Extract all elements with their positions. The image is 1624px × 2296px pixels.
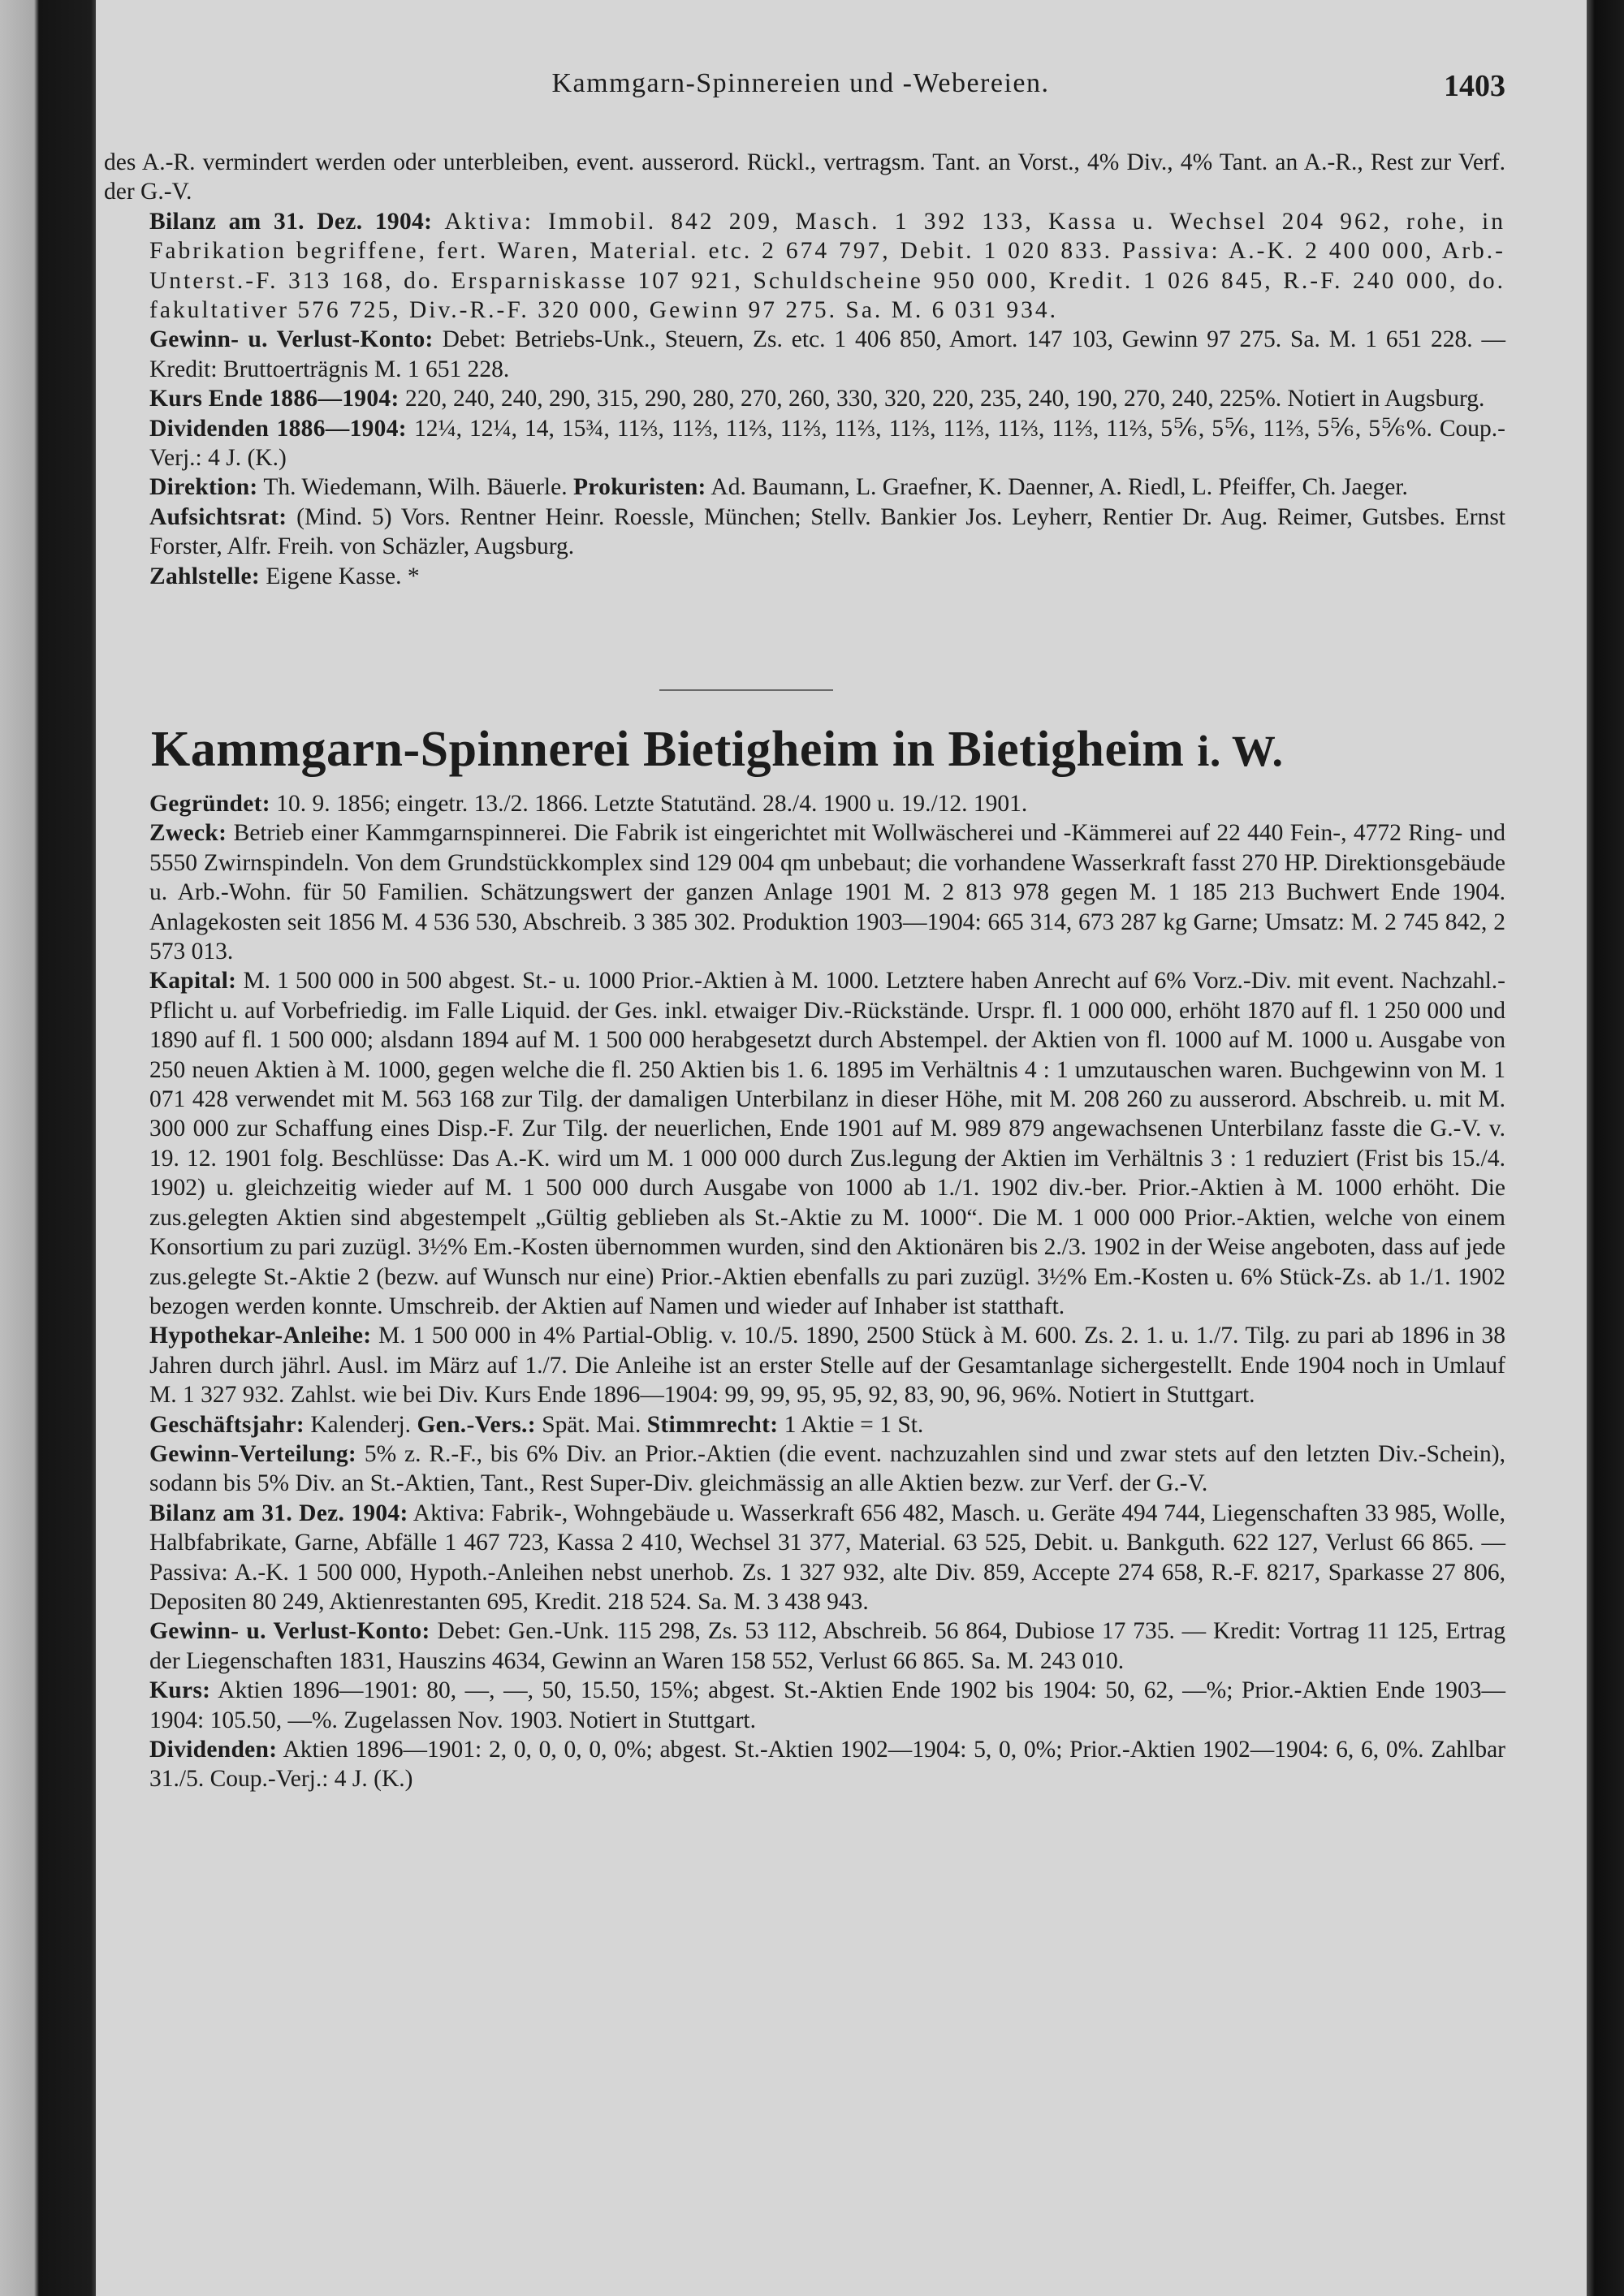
text-bilanz: Aktiva: Immobil. 842 209, Masch. 1 392 133, Kassa u. Wechsel 204 962, rohe, in Fabrikation begriffene, fert. Waren, Material. etc. 2 674 797, Debit. 1 020 833. Passiva: A.-K. 2 400 000, Arb.-Unterst.-F. 313 168, do. Ersparniskasse 107 921, Schuldscheine 950 000, Kredit. 1 026 845, R.-F. 240 000, do. fakultativer 576 725, Div.-R.-F. 320 000, Gewinn 97 275. Sa. M. 6 031 934. xyxy=(149,208,1505,324)
text-stimmrecht: 1 Aktie = 1 St. xyxy=(784,1411,924,1438)
paragraph-geschaeftsjahr xyxy=(104,1410,1505,1439)
paragraph-dividenden xyxy=(104,414,1505,473)
label-dividenden: Dividenden 1886—1904: xyxy=(149,415,407,442)
label-gen-vers: Gen.-Vers.: xyxy=(417,1411,536,1438)
label-gewinn-verteilung: Gewinn-Verteilung: xyxy=(149,1440,357,1467)
label-kurs: Kurs Ende 1886—1904: xyxy=(149,386,400,412)
label-bilanz: Bilanz am 31. Dez. 1904: xyxy=(149,1500,408,1526)
text-gegruendet: 10. 9. 1856; eingetr. 13./2. 1866. Letzte Statutänd. 28./4. 1900 u. 19./12. 1901. xyxy=(276,791,1028,817)
text-zweck: Betrieb einer Kammgarnspinnerei. Die Fabrik ist eingerichtet mit Wollwäscherei und -Kämmerei auf 22 440 Fein-, 4772 Ring- und 5550 Zwirnspindeln. Von dem Grundstückkomplex sind 129 004 qm unbebaut; die vorhandene Wasserkraft fasst 270 HP. Direktionsgebäude u. Arb.-Wohn. für 50 Familien. Schätzungswert der ganzen Anlage 1901 M. 2 813 978 gegen M. 1 185 213 Buchwert Ende 1904. Anlagekosten seit 1856 M. 4 536 530, Abschreib. 3 385 302. Produktion 1903—1904: 665 314, 673 287 kg Garne; Umsatz: M. 2 745 842, 2 573 013. xyxy=(149,820,1506,965)
text-prokuristen: Ad. Baumann, L. Graefner, K. Daenner, A. Riedl, L. Pfeiffer, Ch. Jaeger. xyxy=(710,474,1408,501)
label-dividenden: Dividenden: xyxy=(149,1737,278,1763)
label-kurs: Kurs: xyxy=(149,1677,211,1704)
paragraph-gewinn-verlust xyxy=(104,1616,1505,1676)
label-geschaeftsjahr: Geschäftsjahr: xyxy=(149,1411,304,1438)
paragraph-kurs xyxy=(104,1676,1505,1735)
company-name: Kammgarn-Spinnerei Bietigheim in Bietigheim xyxy=(151,722,1185,777)
text-gewinn-verteilung: 5% z. R.-F., bis 6% Div. an Prior.-Aktien (die event. nachzuzahlen sind und zwar stets auf den letzten Div.-Schein), sodann bis 5% Div. an St.-Aktien, Tant., Rest Super-Div. gleichmässig an alle Aktien bezw. zur Verf. der G.-V. xyxy=(149,1440,1506,1497)
label-stimmrecht: Stimmrecht: xyxy=(646,1411,779,1438)
paragraph-gewinn-verteilung xyxy=(104,1439,1505,1499)
label-hypothekar-anleihe: Hypothekar-Anleihe: xyxy=(149,1323,372,1349)
paragraph-gewinn-verlust xyxy=(104,325,1505,384)
label-zahlstelle: Zahlstelle: xyxy=(149,563,261,589)
paragraph-zweck xyxy=(104,818,1505,966)
paragraph-aufsichtsrat xyxy=(104,503,1505,562)
text-dividenden: Aktien 1896—1901: 2, 0, 0, 0, 0, 0%; abgest. St.-Aktien 1902—1904: 5, 0, 0%; Prior.-Aktien 1902—1904: 6, 6, 0%. Zahlbar 31./5. Coup.-Verj.: 4 J. (K.) xyxy=(149,1737,1505,1793)
paragraph-zahlstelle xyxy=(104,562,1505,591)
label-prokuristen: Prokuristen: xyxy=(572,474,706,501)
page-number: 1403 xyxy=(1444,69,1505,103)
text-kurs: 220, 240, 240, 290, 315, 290, 280, 270, 260, 330, 320, 220, 235, 240, 190, 270, 240, 225%. Notiert in Augsburg. xyxy=(404,386,1485,412)
paragraph-hypothekar-anleihe xyxy=(104,1321,1505,1409)
lead-text: des A.-R. vermindert werden oder unterbleiben, event. ausserord. Rückl., vertragsm. Tant. an Vorst., 4% Div., 4% Tant. an A.-R., Rest zur Verf. der G.-V. xyxy=(104,149,1505,205)
company-title-suffix: i. W. xyxy=(1197,727,1284,775)
previous-entry-continuation xyxy=(104,148,1505,591)
label-gewinn-verlust: Gewinn- u. Verlust-Konto: xyxy=(149,326,434,353)
text-kapital: M. 1 500 000 in 500 abgest. St.- u. 1000 Prior.-Aktien à M. 1000. Letztere haben Anrecht auf 6% Vorz.-Div. mit event. Nachzahl.-Pflicht u. auf Vorbefriedig. im Falle Liquid. der Ges. inkl. etwaiger Div.-Rückstände. Urspr. fl. 1 000 000, erhöht 1870 auf fl. 1 250 000 und 1890 auf fl. 1 500 000; alsdann 1894 auf M. 1 500 000 herabgesetzt durch Abstempel. der Aktien von fl. 1000 auf M. 1000 u. Ausgabe von 250 neuen Aktien à M. 1000, gegen welche die fl. 250 Aktien bis 1. 6. 1895 im Verhältnis 4 : 1 umzutauschen waren. Buchgewinn von M. 1 071 428 verwendet mit M. 563 168 zur Tilg. der damaligen Unterbilanz in dieser Höhe, mit M. 208 260 zu ausserord. Abschreib. u. mit M. 300 000 zur Schaffung eines Disp.-F. Zur Tilg. der neuerlichen, Ende 1901 auf M. 989 879 angewachsenen Unterbilanz fasste die G.-V. v. 19. 12. 1901 folg. Beschlüsse: Das A.-K. wird um M. 1 000 000 durch Zus.legung der Aktien im Verhältnis 3 : 1 reduziert (Frist bis 15./4. 1902) u. gleichzeitig wieder auf M. 1 500 000 durch Ausgabe von 1000 ab 1./1. 1902 div.-ber. Prior.-Aktien à M. 1000 erhöht. Die zus.gelegten Aktien sind abgestempelt „Gültig geblieben als St.-Aktie zu M. 1000“. Die M. 1 000 000 Prior.-Aktien, welche von einem Konsortium zu pari zuzügl. 3½% Em.-Kosten übernommen wurden, sind den Aktionären bis 2./3. 1902 in der Weise angeboten, dass auf jede zus.gelegte St.-Aktie 2 (bezw. auf Wunsch nur eine) Prior.-Aktien ebenfalls zu pari zuzügl. 3½% Em.-Kosten u. 6% Stück-Zs. ab 1./1. 1902 bezogen werden konnte. Umschreib. der Aktien auf Namen und wieder auf Inhaber ist statthaft. xyxy=(149,968,1506,1319)
paragraph-bilanz xyxy=(104,207,1505,326)
paragraph-dividenden xyxy=(104,1735,1505,1794)
paragraph-kurs xyxy=(104,384,1505,413)
company-entry xyxy=(104,789,1505,1794)
label-kapital: Kapital: xyxy=(149,968,237,995)
company-title xyxy=(151,721,1531,779)
label-gegruendet: Gegründet: xyxy=(149,791,270,817)
label-gewinn-verlust: Gewinn- u. Verlust-Konto: xyxy=(149,1618,430,1645)
book-page xyxy=(96,0,1587,2296)
paragraph-direktion xyxy=(104,473,1505,502)
book-binding-left xyxy=(0,0,96,2296)
text-geschaeftsjahr: Kalenderj. xyxy=(310,1411,412,1438)
section-divider xyxy=(659,689,833,691)
text-hypothekar-anleihe: M. 1 500 000 in 4% Partial-Oblig. v. 10./5. 1890, 2500 Stück à M. 600. Zs. 2. 1. u. 1./7. Tilg. zu pari ab 1896 in 38 Jahren durch jährl. Ausl. im März auf 1./7. Die Anleihe ist an erster Stelle auf der Gesamtanlage sichergestellt. Ende 1904 noch in Umlauf M. 1 327 932. Zahlst. wie bei Div. Kurs Ende 1896—1904: 99, 99, 95, 95, 92, 83, 90, 96, 96%. Notiert in Stuttgart. xyxy=(149,1323,1505,1409)
label-aufsichtsrat: Aufsichtsrat: xyxy=(149,503,287,530)
running-head xyxy=(96,68,1505,107)
text-kurs: Aktien 1896—1901: 80, —, —, 50, 15.50, 15%; abgest. St.-Aktien Ende 1902 bis 1904: 50, 62, —%; Prior.-Aktien Ende 1903—1904: 105.50, —%. Zugelassen Nov. 1903. Notiert in Stuttgart. xyxy=(149,1677,1505,1733)
text-gewinn-verlust: Debet: Gen.-Unk. 115 298, Zs. 53 112, Abschreib. 56 864, Dubiose 17 735. — Kredit: Vortrag 11 125, Ertrag der Liegenschaften 1831, Hauszins 4634, Gewinn an Waren 158 552, Verlust 66 865. Sa. M. 243 010. xyxy=(149,1618,1506,1674)
text-gen-vers: Spät. Mai. xyxy=(542,1411,641,1438)
text-bilanz: Aktiva: Fabrik-, Wohngebäude u. Wasserkraft 656 482, Masch. u. Geräte 494 744, Liegenschaften 33 985, Wolle, Halbfabrikate, Garne, Abfälle 1 467 723, Kassa 2 410, Wechsel 31 377, Material. 63 525, Debit. u. Bankguth. 622 127, Verlust 66 865. — Passiva: A.-K. 1 500 000, Hypoth.-Anleihen nebst unerhob. Zs. 1 327 932, alte Div. 859, Accepte 274 658, R.-F. 8217, Sparkasse 27 806, Depositen 80 249, Aktienrestanten 695, Kredit. 218 524. Sa. M. 3 438 943. xyxy=(149,1500,1505,1615)
text-aufsichtsrat: (Mind. 5) Vors. Rentner Heinr. Roessle, München; Stellv. Bankier Jos. Leyherr, Rentier Dr. Aug. Reimer, Gutsbes. Ernst Forster, Alfr. Freih. von Schäzler, Augsburg. xyxy=(149,503,1505,560)
paragraph-lead xyxy=(104,148,1505,207)
text-dividenden: 12¼, 12¼, 14, 15¾, 11⅔, 11⅔, 11⅔, 11⅔, 11⅔, 11⅔, 11⅔, 11⅔, 11⅔, 11⅔, 5⅚, 5⅚, 11⅔, 5⅚, 5⅚%. Coup.-Verj.: 4 J. (K.) xyxy=(149,415,1506,472)
paragraph-kapital xyxy=(104,966,1505,1321)
paragraph-bilanz xyxy=(104,1499,1505,1617)
book-binding-right xyxy=(1587,0,1624,2296)
running-head-title: Kammgarn-Spinnereien und -Webereien. xyxy=(551,68,1050,98)
text-zahlstelle: Eigene Kasse. * xyxy=(266,563,420,589)
label-bilanz: Bilanz am 31. Dez. 1904: xyxy=(149,208,433,235)
text-gewinn-verlust: Debet: Betriebs-Unk., Steuern, Zs. etc. 1 406 850, Amort. 147 103, Gewinn 97 275. Sa. M. 1 651 228. — Kredit: Bruttoerträgnis M. 1 651 228. xyxy=(149,326,1505,382)
text-direktion: Th. Wiedemann, Wilh. Bäuerle. xyxy=(263,474,568,501)
label-zweck: Zweck: xyxy=(149,820,227,847)
label-direktion: Direktion: xyxy=(149,474,258,501)
paragraph-gegruendet xyxy=(104,789,1505,818)
